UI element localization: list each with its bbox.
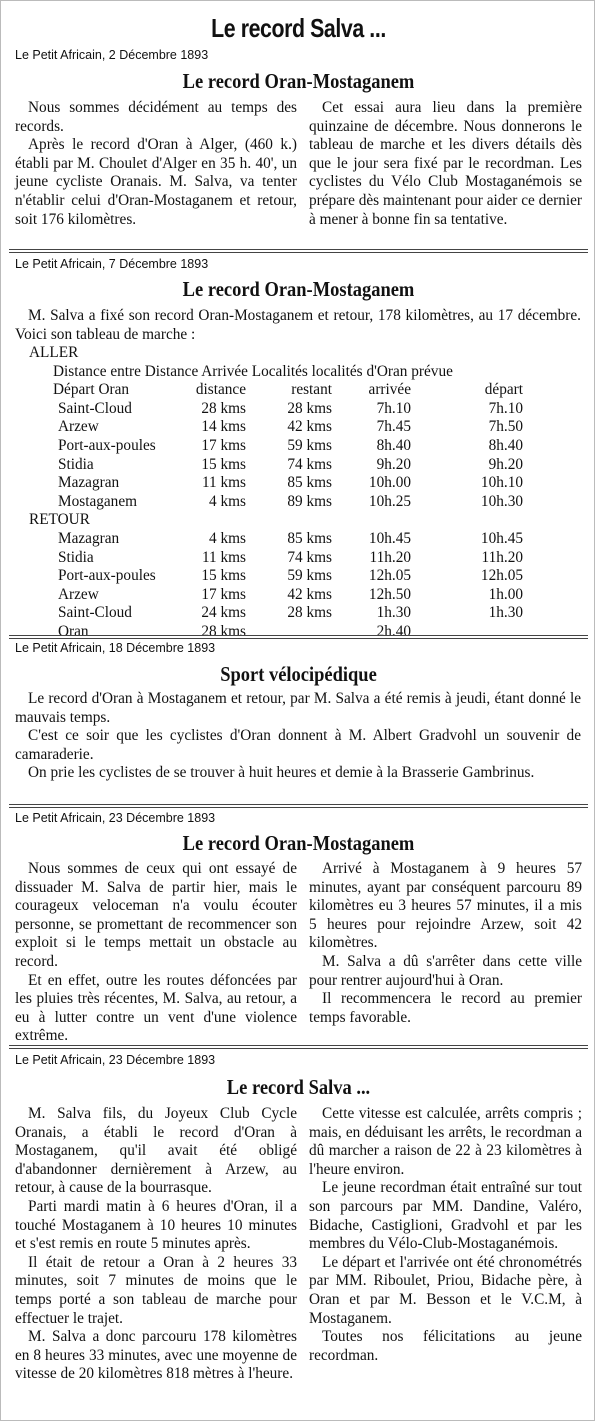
table-row <box>1 493 595 512</box>
article-source: Le Petit Africain, 2 Décembre 1893 <box>15 48 209 62</box>
paragraph: Toutes nos félicitations au jeune recordman. <box>309 1328 582 1364</box>
paragraph: Cet essai aura lieu dans la première quinzaine de décembre. Nous donnerons le tableau de marche et les divers détails dès que le jour sera fixé par le recordman. Les cyclistes du Vélo Club Mostaganémois se prépare dès maintenant pour aider ce dernier à mener à bonne fin sa tentative. <box>309 99 582 228</box>
divider <box>9 1045 588 1049</box>
arrival-cell: 10h.00 <box>368 474 411 492</box>
paragraph: Nous sommes de ceux qui ont essayé de dissuader M. Salva de partir hier, mais le courageux veloceman n'a voulu écouter personne, se promettant de recommencer son exploit si le temps mettait un obstacle au record. <box>15 860 297 970</box>
paragraph: M. Salva a dû s'arrêter dans cette ville pour rentrer aujourd'hui à Oran. <box>309 952 582 989</box>
table-row <box>1 567 595 586</box>
article-title: Le record Oran-Mostaganem <box>182 69 415 93</box>
divider <box>9 249 588 253</box>
arrival-cell: 9h.20 <box>376 455 411 473</box>
article-source: Le Petit Africain, 7 Décembre 1893 <box>15 257 209 271</box>
distance-cell: 11 kms <box>201 474 246 492</box>
table-row <box>1 549 595 568</box>
paragraph: Il était de retour a Oran à 2 heures 33 minutes, soit 7 minutes de moins que le temps porté a son tableau de marche pour effectuer le trajet. <box>15 1253 297 1327</box>
locality-cell: Oran <box>58 622 89 640</box>
locality-cell: Mostaganem <box>58 492 138 510</box>
col-header: départ <box>484 381 523 399</box>
departure-cell: 11h.20 <box>481 548 523 566</box>
arrival-cell: 7h.10 <box>376 399 411 417</box>
article-intro <box>15 307 581 344</box>
table-row <box>1 604 595 623</box>
article-body <box>15 690 581 783</box>
divider <box>9 804 588 808</box>
table-header <box>1 363 595 382</box>
locality-cell: Arzew <box>58 418 99 436</box>
arrival-cell: 12h.50 <box>368 585 411 603</box>
paragraph: On prie les cyclistes de se trouver à huit heures et demie à la Brasserie Gambrinus. <box>28 764 535 782</box>
departure-cell: 9h.20 <box>488 455 523 473</box>
arrival-cell: 11h.20 <box>369 548 411 566</box>
departure-cell: 1h.30 <box>488 604 523 622</box>
remaining-cell: 28 kms <box>287 399 332 417</box>
departure-cell: 10h.30 <box>480 492 523 510</box>
header-text: Distance entre Distance Arrivée Localités localités d'Oran prévue <box>53 362 453 380</box>
table-row <box>1 474 595 493</box>
paragraph: Parti mardi matin à 6 heures d'Oran, il a touché Mostaganem à 10 heures 10 minutes et s'est remis en route 5 minutes après. <box>15 1197 297 1253</box>
article-source: Le Petit Africain, 18 Décembre 1893 <box>15 641 216 655</box>
locality-cell: Saint-Cloud <box>58 399 132 417</box>
col-header: distance <box>195 381 246 399</box>
table-row <box>1 511 595 530</box>
table-row <box>1 418 595 437</box>
article-source: Le Petit Africain, 23 Décembre 1893 <box>15 1053 216 1067</box>
arrival-cell: 2h.40 <box>376 622 411 640</box>
arrival-cell: 8h.40 <box>376 436 411 454</box>
locality-cell: Saint-Cloud <box>58 604 132 622</box>
col-header: Départ Oran <box>53 381 130 399</box>
paragraph: Le départ et l'arrivée ont été chronométrés par MM. Riboulet, Priou, Bidache père, à Oran et par M. Besson et le V.C.M, à Mostaganem. <box>309 1253 582 1327</box>
locality-cell: Mazagran <box>58 474 120 492</box>
article-title: Le record Salva ... <box>226 1075 371 1099</box>
distance-cell: 11 kms <box>201 548 246 566</box>
distance-cell: 4 kms <box>209 492 246 510</box>
remaining-cell: 85 kms <box>287 529 332 547</box>
section-label: ALLER <box>29 344 79 361</box>
remaining-cell: 28 kms <box>287 604 332 622</box>
departure-cell: 10h.10 <box>480 474 523 492</box>
distance-cell: 24 kms <box>201 604 246 622</box>
paragraph: Le jeune recordman était entraîné sur tout son parcours par MM. Dandine, Valéro, Bidache, Castiglioni, Gradvohl et par les membres du Vélo-Club-Mostaganémois. <box>309 1179 582 1253</box>
paragraph: Et en effet, outre les routes défoncées par les pluies très récentes, M. Salva, au retour, a eu à lutter contre un vent d'une violence extrême. <box>15 971 297 1045</box>
departure-cell: 1h.00 <box>488 585 523 603</box>
arrival-cell: 10h.45 <box>368 529 411 547</box>
locality-cell: Port-aux-poules <box>58 567 156 585</box>
article-column-right <box>309 99 582 229</box>
locality-cell: Port-aux-poules <box>58 436 156 454</box>
distance-cell: 17 kms <box>201 436 246 454</box>
distance-cell: 28 kms <box>201 399 246 417</box>
table-row <box>1 400 595 419</box>
locality-cell: Arzew <box>58 585 99 603</box>
paragraph: M. Salva a donc parcouru 178 kilomètres en 8 heures 33 minutes, avec une moyenne de vitesse de 20 kilomètres 818 mètres à l'heure. <box>15 1328 297 1383</box>
departure-cell: 8h.40 <box>488 436 523 454</box>
article-column-left <box>15 99 297 229</box>
table-row <box>1 344 595 363</box>
table-row <box>1 456 595 475</box>
table-header <box>1 381 595 400</box>
table-row <box>1 437 595 456</box>
remaining-cell: 59 kms <box>287 567 332 585</box>
remaining-cell: 42 kms <box>287 418 332 436</box>
remaining-cell: 85 kms <box>287 474 332 492</box>
arrival-cell: 7h.45 <box>376 418 411 436</box>
col-header: restant <box>291 381 332 399</box>
divider <box>9 635 588 639</box>
article-title: Le record Oran-Mostaganem <box>182 831 415 855</box>
distance-cell: 28 kms <box>201 622 246 640</box>
remaining-cell: 74 kms <box>287 548 332 566</box>
remaining-cell: 59 kms <box>287 436 332 454</box>
paragraph: Il recommencera le record au premier temps favorable. <box>309 990 582 1026</box>
departure-cell: 12h.05 <box>480 567 523 585</box>
remaining-cell: 42 kms <box>287 585 332 603</box>
distance-cell: 17 kms <box>201 585 246 603</box>
arrival-cell: 10h.25 <box>368 492 411 510</box>
article-column-right <box>309 1105 582 1365</box>
remaining-cell: 89 kms <box>287 492 332 510</box>
article-column-right <box>309 860 582 1027</box>
paragraph: Après le record d'Oran à Alger, (460 k.) établi par M. Choulet d'Alger en 35 h. 40', un jeune cycliste Oranais. M. Salva, va tenter n'établir celui d'Oran-Mostaganem et retour, soit 176 kilomètres. <box>15 136 297 228</box>
departure-cell: 7h.50 <box>488 418 523 436</box>
locality-cell: Stidia <box>58 548 94 566</box>
article-title: Le record Oran-Mostaganem <box>182 277 415 301</box>
remaining-cell: 74 kms <box>287 455 332 473</box>
paragraph: M. Salva a fixé son record Oran-Mostaganem et retour, 178 kilomètres, au 17 décembre. Voici son tableau de marche : <box>15 307 581 343</box>
locality-cell: Stidia <box>58 455 94 473</box>
col-header: arrivée <box>368 381 411 399</box>
section-label: RETOUR <box>29 511 90 529</box>
schedule-table <box>1 344 595 642</box>
distance-cell: 15 kms <box>201 455 246 473</box>
paragraph: Arrivé à Mostaganem à 9 heures 57 minutes, ayant par conséquent parcouru 89 kilomètres eu 3 heures 57 minutes, il a mis 5 heures pour rejoindre Arzew, soit 42 kilomètres. <box>309 860 582 952</box>
article-source: Le Petit Africain, 23 Décembre 1893 <box>15 811 216 825</box>
distance-cell: 14 kms <box>201 418 246 436</box>
locality-cell: Mazagran <box>58 529 120 547</box>
paragraph: Nous sommes décidément au temps des records. <box>15 99 297 135</box>
departure-cell: 10h.45 <box>480 529 523 547</box>
paragraph: M. Salva fils, du Joyeux Club Cycle Oranais, a établi le record d'Oran à Mostaganem, qu'il avait été obligé d'abandonner dernièrement à Arzew, au retour, à cause de la bourrasque. <box>15 1105 297 1197</box>
page-title: Le record Salva ... <box>211 13 386 43</box>
table-row <box>1 586 595 605</box>
distance-cell: 4 kms <box>209 529 246 547</box>
paragraph: Cette vitesse est calculée, arrêts compris ; mais, en déduisant les arrêts, le recordman a dû marcher a raison de 22 à 23 kilomètres à l'heure environ. <box>309 1105 582 1178</box>
distance-cell: 15 kms <box>201 567 246 585</box>
arrival-cell: 12h.05 <box>368 567 411 585</box>
table-row <box>1 530 595 549</box>
article-column-left <box>15 860 297 1046</box>
departure-cell: 7h.10 <box>488 399 523 417</box>
paragraph: C'est ce soir que les cyclistes d'Oran donnent à M. Albert Gradvohl un souvenir de camaraderie. <box>15 727 581 763</box>
article-column-left <box>15 1105 297 1384</box>
article-title: Sport vélocipédique <box>220 662 377 686</box>
arrival-cell: 1h.30 <box>376 604 411 622</box>
paragraph: Le record d'Oran à Mostaganem et retour, par M. Salva a été remis à jeudi, étant donné le mauvais temps. <box>15 690 581 726</box>
